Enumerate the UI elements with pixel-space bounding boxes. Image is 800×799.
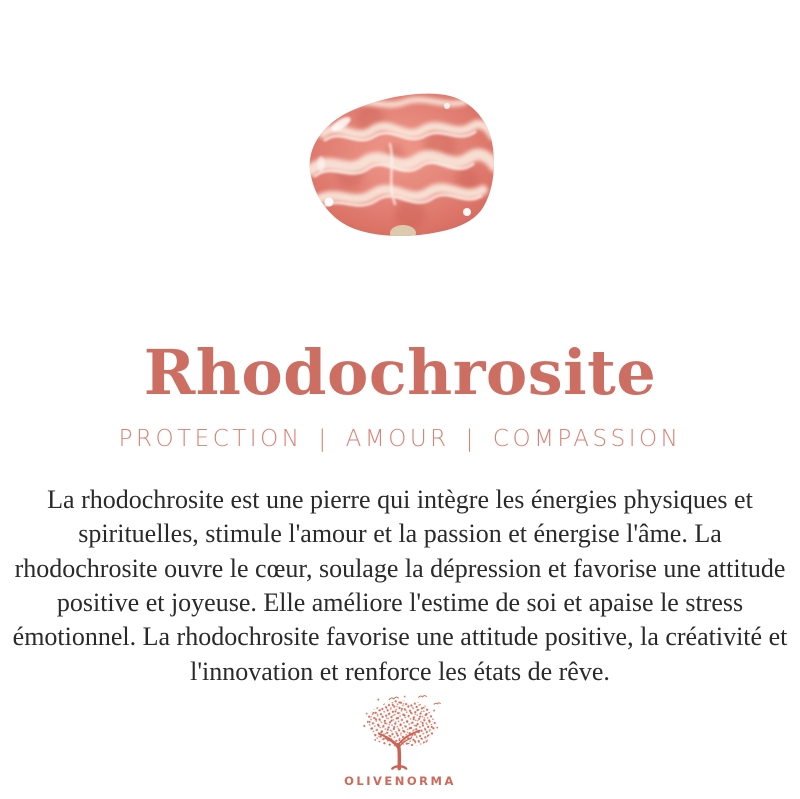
brand-name: OLIVENORMA [344, 773, 456, 788]
rhodochrosite-stone-icon [295, 84, 505, 242]
keyword-separator: | [318, 426, 330, 453]
subtitle-keywords [119, 425, 682, 455]
keyword-compassion: COMPASSION [492, 426, 682, 453]
olive-tree-icon [356, 695, 444, 771]
description-text: La rhodochrosite est une pierre qui intègre les énergies physiques et spirituelles, stimule l'amour et la passion et énergise l'âme. La rhodochrosite ouvre le cœur, soulage la dépression et favorise une attitude positive et joyeuse. Elle améliore l'estime de soi et apaise le stress émotionnel. La rhodochrosite favorise une attitude positive, la créativité et l'innovation et renforce les états de rêve. [12, 484, 788, 686]
keyword-amour: AMOUR [345, 426, 450, 453]
brand-logo [344, 695, 456, 788]
stone-photo [295, 84, 505, 242]
keyword-protection: PROTECTION [118, 426, 303, 453]
page-title: Rhodochrosite [143, 336, 657, 409]
keyword-separator: | [465, 426, 477, 453]
